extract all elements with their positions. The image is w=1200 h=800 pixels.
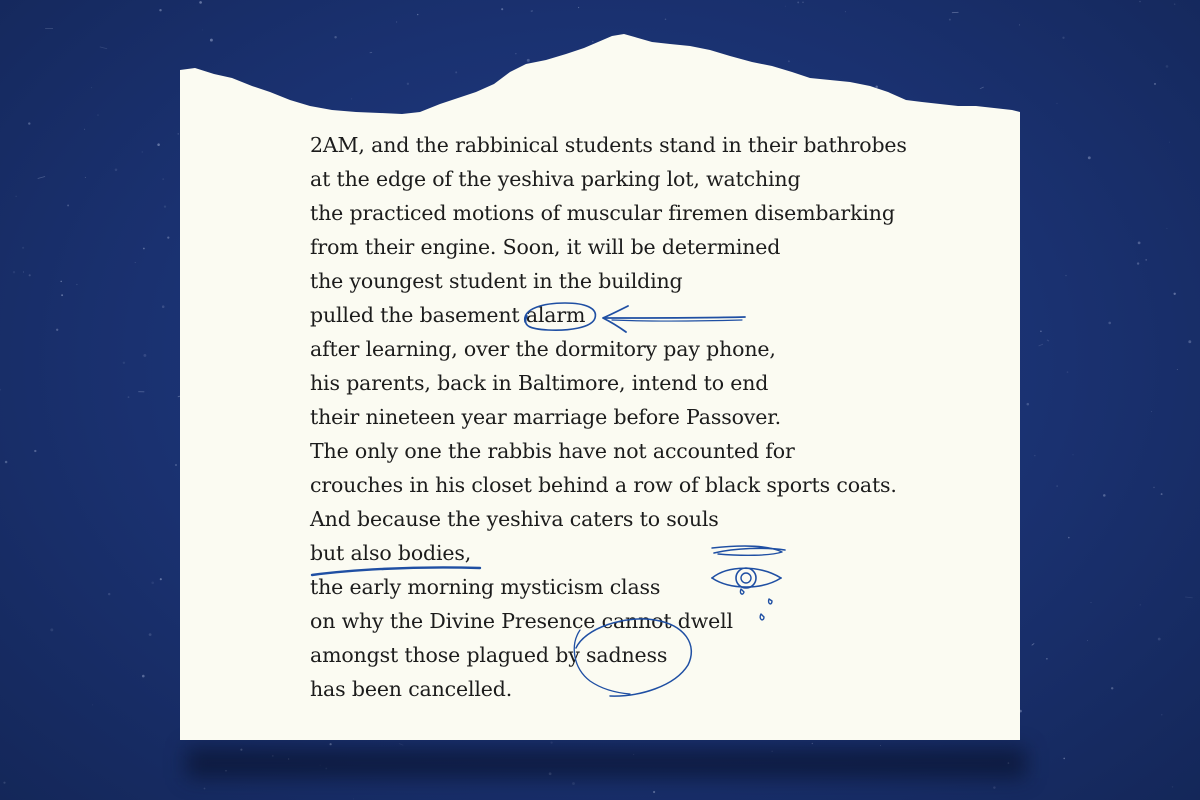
- poem-line: at the edge of the yeshiva parking lot, watching: [310, 167, 801, 191]
- poem-line: on why the Divine Presence cannot dwell: [310, 609, 733, 633]
- poem-line: 2AM, and the rabbinical students stand in their bathrobes: [310, 133, 907, 157]
- poem-line: amongst those plagued by sadness: [310, 643, 668, 667]
- poem-line: The only one the rabbis have not accounted for: [310, 439, 795, 463]
- poem-line: his parents, back in Baltimore, intend to end: [310, 371, 769, 395]
- poem-line: crouches in his closet behind a row of black sports coats.: [310, 473, 897, 497]
- poem-line: the practiced motions of muscular firemen disembarking: [310, 201, 895, 225]
- poem-line: their nineteen year marriage before Passover.: [310, 405, 781, 429]
- poem-line: the youngest student in the building: [310, 269, 683, 293]
- poem-text: [310, 128, 950, 706]
- poem-line: has been cancelled.: [310, 677, 513, 701]
- poem-line: the early morning mysticism class: [310, 575, 661, 599]
- poem-line: And because the yeshiva caters to souls: [310, 507, 719, 531]
- poem-line: from their engine. Soon, it will be determined: [310, 235, 781, 259]
- poem-line: but also bodies,: [310, 541, 472, 565]
- poem-line: after learning, over the dormitory pay phone,: [310, 337, 776, 361]
- poem-line: pulled the basement alarm: [310, 303, 586, 327]
